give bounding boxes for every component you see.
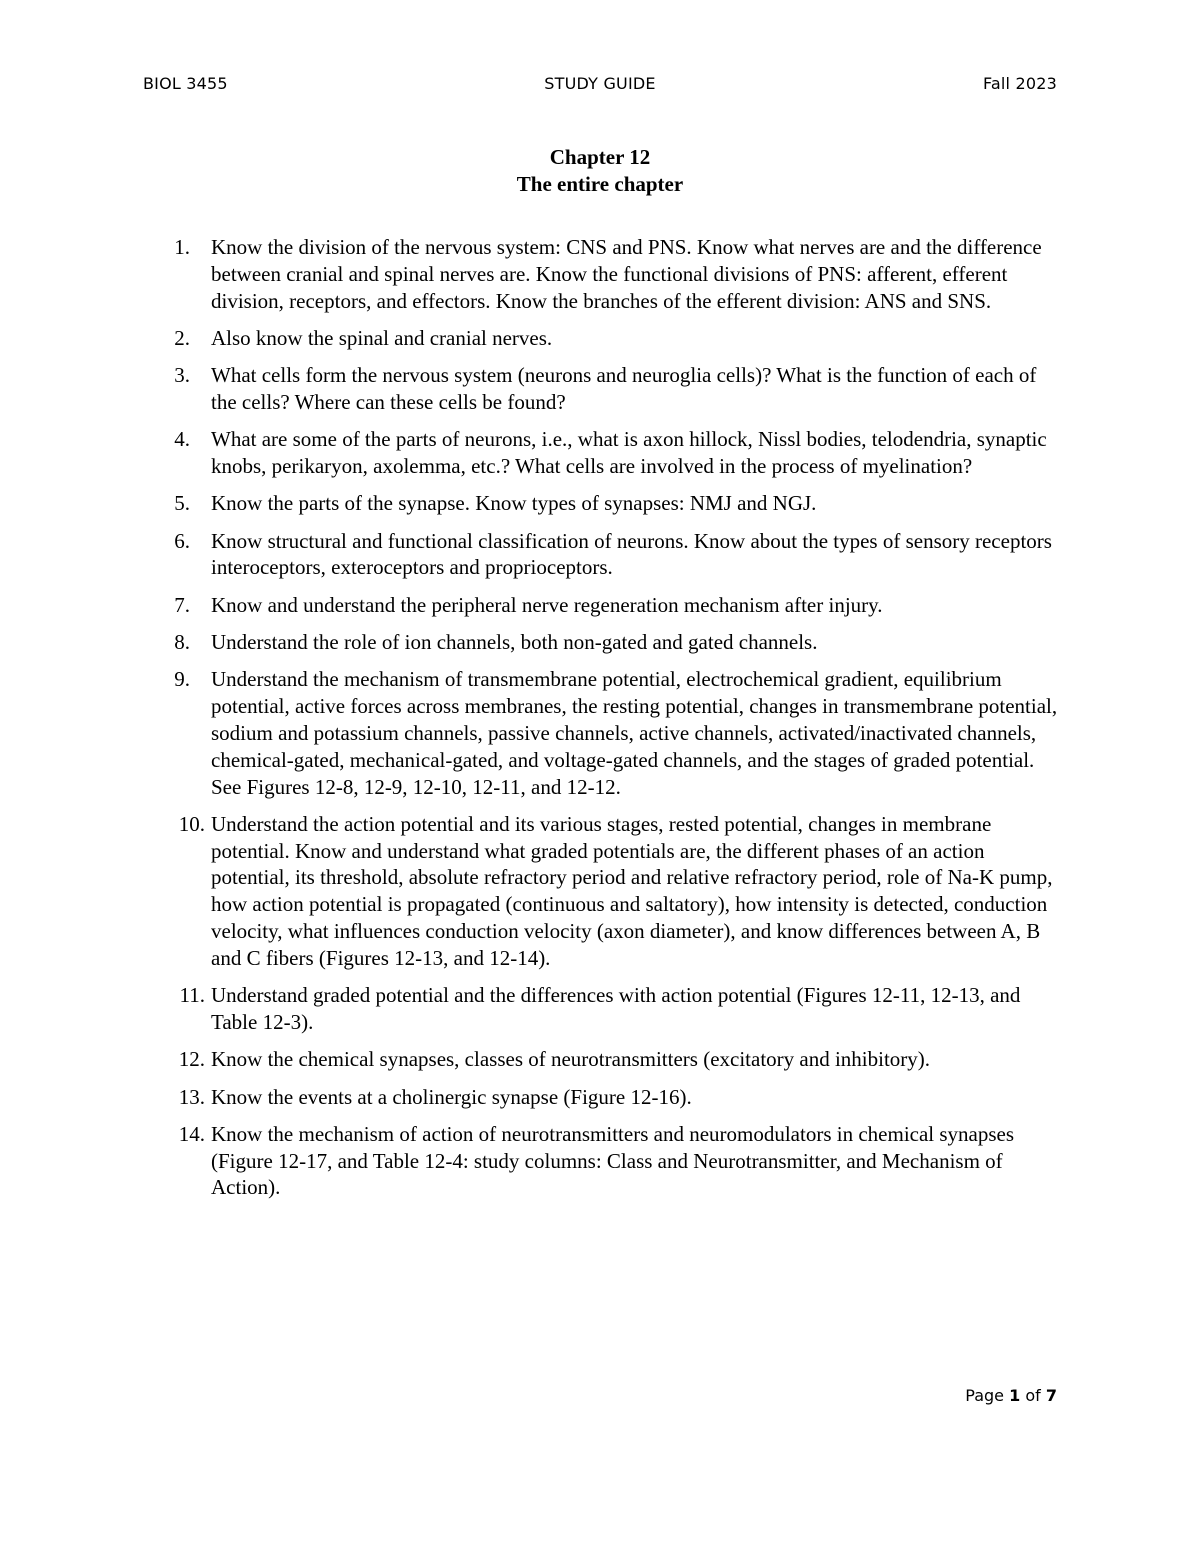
list-item-text: What cells form the nervous system (neurons and neuroglia cells)? What is the function of each of the cells? Where can these cells be found? [211,363,1037,414]
chapter-title-block [0,144,1200,198]
list-item [143,1121,1063,1201]
chapter-scope: The entire chapter [516,172,684,196]
list-item-number: 2. [174,325,190,350]
list-item [143,490,1063,517]
list-item-text: Understand the action potential and its various stages, rested potential, changes in membrane potential. Know and understand what graded potentials are, the different phases of an action potential, its threshold, absolute refractory period and relative refractory period, role of Na-K pump, how action potential is propagated (continuous and saltatory), how intensity is detected, conduction velocity, what influences conduction velocity (axon diameter), and know differences between A, B and C fibers (Figures 12-13, and 12-14). [211,811,1053,970]
list-item [143,811,1063,972]
list-item-number: 7. [174,592,190,617]
list-item-number: 12. [178,1047,205,1072]
list-item-text: Know the division of the nervous system: CNS and PNS. Know what nerves are and the difference between cranial and spinal nerves are. Know the functional divisions of PNS: afferent, efferent division, receptors, and effectors. Know the branches of the efferent division: ANS and SNS. [211,235,1042,313]
list-item-text: Understand the role of ion channels, both non-gated and gated channels. [211,630,818,655]
list-item [143,1046,1063,1073]
list-item-number: 14. [178,1121,205,1146]
chapter-heading: Chapter 12 [549,145,651,169]
list-item-text: What are some of the parts of neurons, i.e., what is axon hillock, Nissl bodies, telodendria, synaptic knobs, perikaryon, axolemma, etc.? What cells are involved in the process of myelination? [211,427,1047,479]
list-item [143,528,1063,582]
footer-page-number: 1 [1009,1386,1021,1405]
page-footer [965,1386,1057,1405]
list-item-number: 3. [174,363,190,388]
running-header [143,74,1057,100]
list-item [143,234,1063,314]
list-item-text: Understand the mechanism of transmembrane potential, electrochemical gradient, equilibrium potential, active forces across membranes, the resting potential, changes in transmembrane potential, sodium and potassium channels, passive channels, active channels, activated/inactivated channels, chemical-gated, mechanical-gated, and voltage-gated channels, and the stages of graded potential. See Figures 12-8, 12-9, 12-10, 12-11, and 12-12. [211,667,1058,799]
list-item-text: Know structural and functional classification of neurons. Know about the types of sensory receptors interoceptors, exteroceptors and proprioceptors. [211,528,1052,580]
list-item-number: 1. [174,235,190,259]
list-item [143,362,1063,416]
header-course: BIOL 3455 [143,74,228,93]
list-item [143,426,1063,480]
list-item-number: 9. [174,667,190,692]
list-item [143,629,1063,656]
list-item-number: 13. [178,1084,205,1109]
list-item-number: 10. [178,811,205,836]
list-item-text: Understand graded potential and the differences with action potential (Figures 12-11, 12-13, and Table 12-3). [211,983,1021,1034]
list-item-number: 8. [174,630,190,655]
header-term: Fall 2023 [982,74,1057,93]
list-item [143,592,1063,619]
list-item [143,325,1063,352]
footer-page-word: Page [965,1386,1005,1405]
list-item-text: Also know the spinal and cranial nerves. [211,325,553,350]
list-item-text: Know the parts of the synapse. Know types of synapses: NMJ and NGJ. [211,491,817,516]
list-item-number: 11. [179,983,205,1008]
list-item [143,982,1063,1036]
list-item-text: Know the events at a cholinergic synapse (Figure 12-16). [211,1084,692,1109]
list-item-text: Know the mechanism of action of neurotransmitters and neuromodulators in chemical synapses (Figure 12-17, and Table 12-4: study columns: Class and Neurotransmitter, and Mechanism of Action). [211,1121,1015,1200]
list-item-text: Know the chemical synapses, classes of neurotransmitters (excitatory and inhibitory). [211,1047,931,1072]
footer-of-word: of [1025,1386,1041,1405]
list-item-number: 4. [174,427,190,452]
list-item-text: Know and understand the peripheral nerve regeneration mechanism after injury. [211,592,883,617]
study-guide-list [143,234,1063,1212]
list-item [143,1084,1063,1111]
header-doc-type: STUDY GUIDE [544,74,656,93]
footer-page-total: 7 [1045,1386,1057,1405]
list-item-number: 5. [174,491,190,516]
list-item [143,666,1063,800]
list-item-number: 6. [174,528,190,553]
